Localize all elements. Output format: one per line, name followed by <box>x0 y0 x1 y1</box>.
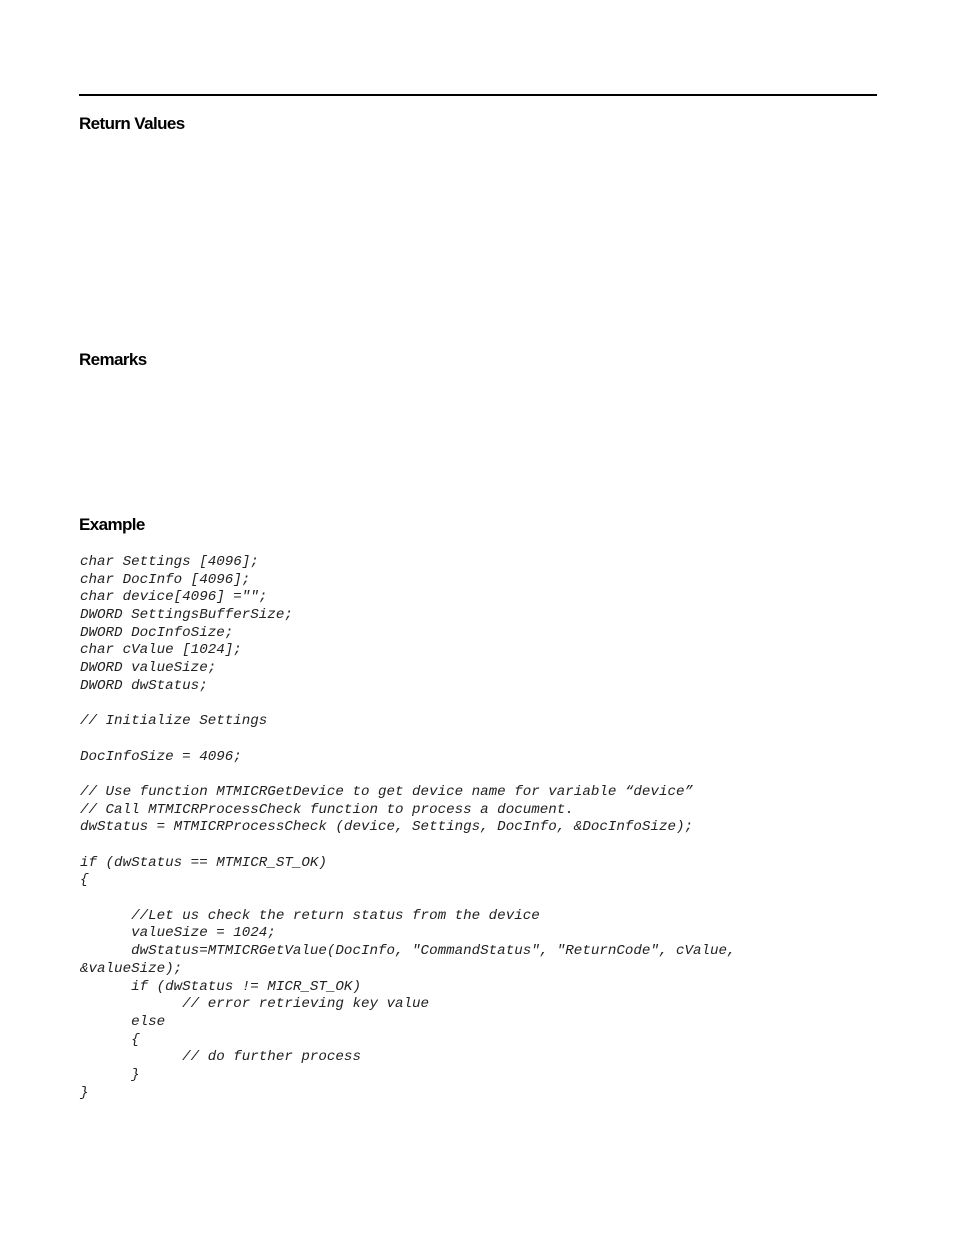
code-line: DWORD valueSize; <box>80 660 217 677</box>
code-line <box>80 890 736 908</box>
code-line: // Initialize Settings <box>80 713 268 730</box>
remarks-heading: Remarks <box>79 350 147 369</box>
code-line <box>80 837 736 855</box>
code-line: { <box>80 872 89 889</box>
code-line: // error retrieving key value <box>80 996 430 1013</box>
header-rule <box>79 94 877 96</box>
code-line: DWORD DocInfoSize; <box>80 624 234 641</box>
code-line: //Let us check the return status from the device <box>80 907 540 924</box>
code-line: dwStatus = MTMICRProcessCheck (device, Settings, DocInfo, &DocInfoSize); <box>80 819 693 836</box>
code-line: if (dwStatus == MTMICR_ST_OK) <box>80 854 327 871</box>
code-line <box>80 731 736 749</box>
code-line: // Call MTMICRProcessCheck function to process a document. <box>80 801 574 818</box>
code-line: } <box>80 1084 89 1101</box>
code-line: valueSize = 1024; <box>80 925 276 942</box>
code-line: char Settings [4096]; <box>80 554 259 570</box>
example-heading: Example <box>79 515 145 534</box>
code-line: dwStatus=MTMICRGetValue(DocInfo, "CommandStatus", "ReturnCode", cValue, <box>80 943 736 960</box>
code-line: DWORD SettingsBufferSize; <box>80 607 293 624</box>
code-line: DocInfoSize = 4096; <box>80 748 242 765</box>
code-line: if (dwStatus != MICR_ST_OK) <box>80 978 361 995</box>
code-line: char cValue [1024]; <box>80 642 242 659</box>
code-line: else <box>80 1013 166 1030</box>
code-line: char device[4096] =""; <box>80 589 268 606</box>
code-line: // Use function MTMICRGetDevice to get device name for variable “device” <box>80 783 693 800</box>
code-line: } <box>80 1066 140 1083</box>
code-line <box>80 696 736 714</box>
code-line: { <box>80 1031 140 1048</box>
return-values-heading: Return Values <box>79 114 185 133</box>
code-line: DWORD dwStatus; <box>80 677 208 694</box>
code-line: // do further process <box>80 1049 361 1066</box>
code-line <box>80 766 736 784</box>
code-line: &valueSize); <box>80 960 183 977</box>
example-code-block <box>80 554 736 1102</box>
code-line: char DocInfo [4096]; <box>80 571 251 588</box>
